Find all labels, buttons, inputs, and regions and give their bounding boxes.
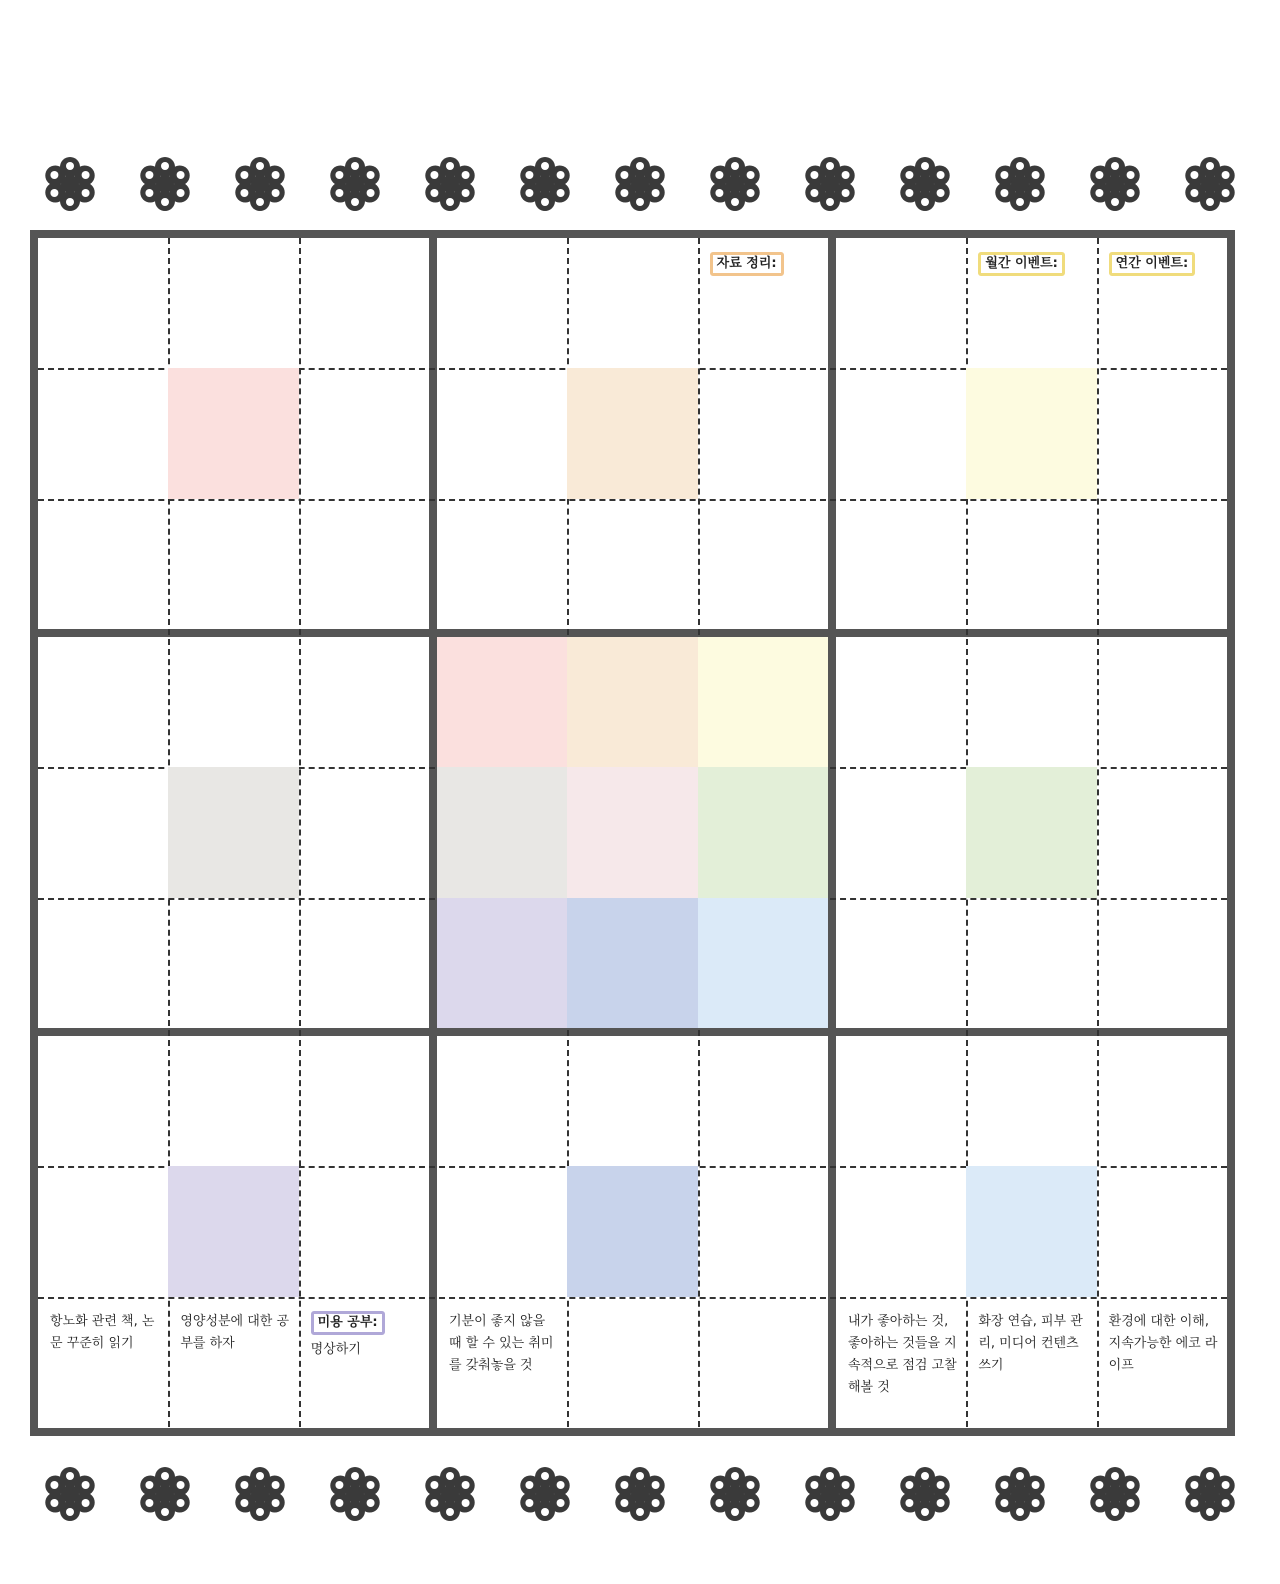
bottom-paw-row <box>40 1462 1240 1526</box>
cell-label: 자료 정리: <box>710 252 784 276</box>
grid-cell <box>966 368 1096 498</box>
grid-cell <box>1097 238 1227 368</box>
grid-cell <box>1097 499 1227 629</box>
grid-cell <box>437 637 567 767</box>
grid-cell <box>836 499 966 629</box>
grid-cell <box>567 767 697 897</box>
paw-print-icon <box>325 1464 385 1524</box>
grid-cell <box>836 238 966 368</box>
grid-cell <box>567 238 697 368</box>
grid-cell <box>38 368 168 498</box>
grid-cell <box>836 368 966 498</box>
grid-cell <box>698 767 828 897</box>
grid-cell <box>38 1166 168 1296</box>
grid-cell <box>437 1036 567 1166</box>
grid-cell <box>299 238 429 368</box>
grid-cell <box>1097 1166 1227 1296</box>
paw-print-icon <box>895 1464 955 1524</box>
grid-cell <box>567 637 697 767</box>
paw-print-icon <box>610 1464 670 1524</box>
cell-label: 연간 이벤트: <box>1109 252 1196 276</box>
cell-text: 기분이 좋지 않을 때 할 수 있는 취미를 갖춰놓을 것 <box>449 1313 554 1373</box>
block-divider-horizontal <box>38 1028 1227 1036</box>
paw-print-icon <box>325 154 385 214</box>
paw-print-icon <box>515 154 575 214</box>
paw-print-icon <box>1180 154 1240 214</box>
grid-cell <box>38 767 168 897</box>
cell-text: 내가 좋아하는 것, 좋아하는 것들을 지속적으로 점검 고찰해볼 것 <box>848 1313 957 1395</box>
paw-print-icon <box>800 154 860 214</box>
grid-cell <box>966 499 1096 629</box>
grid-cell <box>168 1297 298 1427</box>
grid-cell <box>437 767 567 897</box>
grid-cell <box>836 898 966 1028</box>
paw-print-icon <box>1085 154 1145 214</box>
block-divider-vertical <box>828 238 836 1428</box>
grid-cell <box>437 1297 567 1427</box>
grid-cell <box>168 1166 298 1296</box>
grid-cell <box>966 637 1096 767</box>
cell-text: 영양성분에 대한 공부를 하자 <box>180 1313 290 1351</box>
grid-cell <box>437 499 567 629</box>
grid-cell <box>567 1036 697 1166</box>
grid-cell <box>567 898 697 1028</box>
grid-cell <box>168 499 298 629</box>
cell-text: 명상하기 <box>310 1341 361 1357</box>
paw-print-icon <box>135 154 195 214</box>
paw-print-icon <box>990 1464 1050 1524</box>
block-divider-horizontal <box>38 629 1227 637</box>
grid-cell <box>168 1036 298 1166</box>
grid-cell <box>1097 767 1227 897</box>
grid-cell <box>1097 1036 1227 1166</box>
grid-cell <box>168 637 298 767</box>
grid-cell <box>38 499 168 629</box>
grid-cell <box>1097 368 1227 498</box>
grid-cell <box>567 1297 697 1427</box>
grid-cell <box>1097 1297 1227 1427</box>
paw-print-icon <box>1085 1464 1145 1524</box>
grid-cell <box>698 238 828 368</box>
paw-print-icon <box>705 154 765 214</box>
grid-cell <box>38 637 168 767</box>
grid-cell <box>38 898 168 1028</box>
grid-cell <box>299 1166 429 1296</box>
paw-print-icon <box>420 154 480 214</box>
grid-cell <box>299 368 429 498</box>
grid-cell <box>966 767 1096 897</box>
grid-cell <box>38 1036 168 1166</box>
grid-cell <box>966 238 1096 368</box>
paw-print-icon <box>895 154 955 214</box>
block-divider-vertical <box>429 238 437 1428</box>
grid-cell <box>299 1036 429 1166</box>
grid-cell <box>1097 637 1227 767</box>
paw-print-icon <box>800 1464 860 1524</box>
mandal-art-grid <box>30 230 1235 1436</box>
paw-print-icon <box>420 1464 480 1524</box>
grid-cell <box>299 1297 429 1427</box>
cell-text: 환경에 대한 이해, 지속가능한 에코 라이프 <box>1108 1313 1218 1373</box>
grid-cell <box>966 898 1096 1028</box>
grid-cell <box>698 368 828 498</box>
grid-cell <box>1097 898 1227 1028</box>
grid-cell <box>698 1166 828 1296</box>
paw-print-icon <box>705 1464 765 1524</box>
grid-cell <box>299 499 429 629</box>
grid-cell <box>698 1036 828 1166</box>
cell-text: 항노화 관련 책, 논문 꾸준히 읽기 <box>50 1313 155 1351</box>
grid-cell <box>168 368 298 498</box>
grid-cell <box>567 499 697 629</box>
grid-cell <box>437 898 567 1028</box>
grid-cell <box>836 1297 966 1427</box>
grid-cell <box>437 1166 567 1296</box>
grid-cell <box>299 637 429 767</box>
grid-cell <box>567 368 697 498</box>
paw-print-icon <box>40 154 100 214</box>
paw-print-icon <box>40 1464 100 1524</box>
paw-print-icon <box>230 154 290 214</box>
grid-cell <box>38 238 168 368</box>
grid-cell <box>299 898 429 1028</box>
paw-print-icon <box>135 1464 195 1524</box>
grid-cell <box>698 1297 828 1427</box>
grid-cell <box>299 767 429 897</box>
cell-label: 미용 공부: <box>311 1311 385 1335</box>
grid-cell <box>437 368 567 498</box>
grid-cell <box>168 898 298 1028</box>
grid-cell <box>698 637 828 767</box>
grid-cell <box>168 238 298 368</box>
grid-cell <box>168 767 298 897</box>
paw-print-icon <box>230 1464 290 1524</box>
grid-cell <box>437 238 567 368</box>
grid-cell <box>966 1297 1096 1427</box>
grid-cell <box>836 767 966 897</box>
grid-cell <box>966 1036 1096 1166</box>
cell-label: 월간 이벤트: <box>978 252 1065 276</box>
grid-cell <box>836 637 966 767</box>
paw-print-icon <box>990 154 1050 214</box>
grid-cell <box>836 1036 966 1166</box>
grid-cell <box>836 1166 966 1296</box>
paw-print-icon <box>515 1464 575 1524</box>
cell-text: 화장 연습, 피부 관리, 미디어 컨텐츠 쓰기 <box>978 1313 1083 1373</box>
grid-cell <box>966 1166 1096 1296</box>
grid-cell <box>698 499 828 629</box>
grid-cell <box>567 1166 697 1296</box>
grid-cell <box>698 898 828 1028</box>
top-paw-row <box>40 152 1240 216</box>
paw-print-icon <box>610 154 670 214</box>
grid-cell <box>38 1297 168 1427</box>
paw-print-icon <box>1180 1464 1240 1524</box>
